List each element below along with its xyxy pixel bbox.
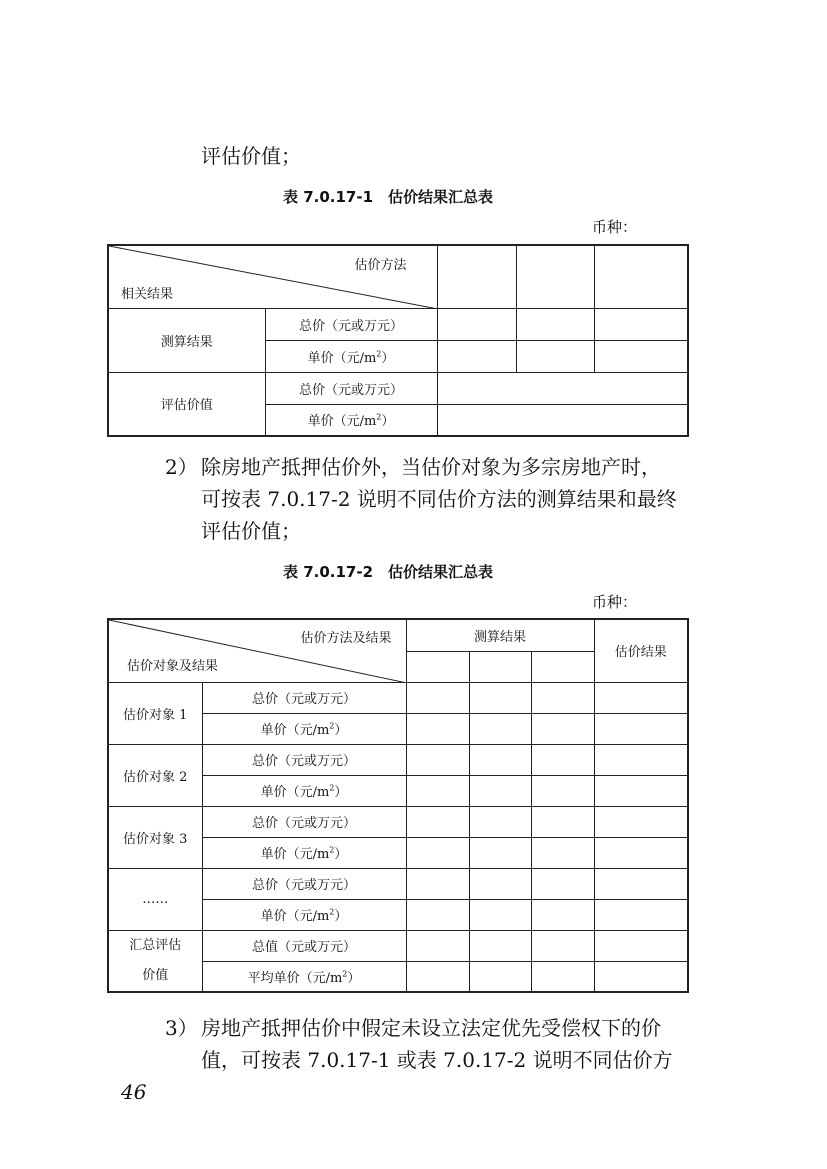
table-corner-header (108, 619, 406, 682)
value-cell (516, 308, 594, 340)
value-cell (594, 837, 688, 868)
value-cell (531, 682, 594, 713)
method-cell (469, 651, 531, 682)
paragraph-line: 房地产抵押估价中假定未设立法定优先受偿权下的价 (201, 1016, 661, 1040)
corner-top-label: 估价方法及结果 (300, 631, 392, 646)
value-cell (594, 682, 688, 713)
value-cell (594, 930, 688, 961)
list-number: 2） (165, 455, 198, 479)
value-cell (437, 308, 516, 340)
method-cell (406, 651, 469, 682)
table-caption: 表 7.0.17-2 估价结果汇总表 (283, 563, 494, 581)
value-cell (531, 775, 594, 806)
row-label: 单价（元$/m^2$） (202, 713, 406, 744)
row-label: 总价（元或万元） (202, 744, 406, 775)
row-label: 总价（元或万元） (202, 682, 406, 713)
value-cell (594, 806, 688, 837)
currency-label: 币种： (592, 218, 638, 236)
group-label: 测算结果 (108, 308, 265, 372)
value-cell (531, 713, 594, 744)
group-label: 估价对象 2 (108, 744, 202, 806)
group-label: 评估价值 (108, 372, 265, 436)
value-cell (469, 713, 531, 744)
value-cell (437, 404, 688, 436)
value-cell (594, 868, 688, 899)
value-cell (406, 899, 469, 930)
row-label: 单价（元$/m^2$） (202, 837, 406, 868)
table-caption: 表 7.0.17-1 估价结果汇总表 (283, 188, 494, 206)
value-cell (594, 340, 688, 372)
list-number: 3） (165, 1016, 198, 1040)
value-cell (469, 868, 531, 899)
method-cell (516, 245, 594, 308)
corner-bottom-label: 相关结果 (121, 286, 174, 302)
paragraph-line: 可按表 7.0.17-2 说明不同估价方法的测算结果和最终 (201, 487, 677, 511)
value-cell (531, 868, 594, 899)
page-number: 46 (121, 1080, 147, 1104)
value-cell (469, 744, 531, 775)
method-cell (437, 245, 516, 308)
corner-top-label: 估价方法 (354, 258, 407, 273)
value-cell (406, 713, 469, 744)
value-cell (531, 744, 594, 775)
value-cell (406, 806, 469, 837)
value-cell (437, 372, 688, 404)
value-cell (531, 930, 594, 961)
corner-bottom-label: 估价对象及结果 (127, 658, 219, 674)
row-label: 总值（元或万元） (202, 930, 406, 961)
row-label: 单价（元$/m^2$） (265, 340, 437, 372)
paragraph-line: 值，可按表 7.0.17-1 或表 7.0.17-2 说明不同估价方 (201, 1048, 673, 1072)
column-header: 估价结果 (594, 619, 688, 682)
value-cell (531, 806, 594, 837)
method-cell (531, 651, 594, 682)
valuation-summary-table-2 (107, 618, 689, 993)
value-cell (406, 682, 469, 713)
row-label: 单价（元$/m^2$） (202, 899, 406, 930)
valuation-summary-table-1 (107, 244, 689, 437)
row-label: 总价（元或万元） (265, 308, 437, 340)
value-cell (594, 961, 688, 992)
row-label: 单价（元$/m^2$） (202, 775, 406, 806)
value-cell (406, 930, 469, 961)
row-label: 总价（元或万元） (265, 372, 437, 404)
value-cell (406, 837, 469, 868)
value-cell (406, 868, 469, 899)
value-cell (469, 775, 531, 806)
row-label: 总价（元或万元） (202, 868, 406, 899)
value-cell (469, 899, 531, 930)
value-cell (594, 744, 688, 775)
value-cell (516, 340, 594, 372)
value-cell (594, 899, 688, 930)
table-corner-header (108, 245, 437, 308)
value-cell (437, 340, 516, 372)
paragraph-line: 除房地产抵押估价外，当估价对象为多宗房地产时， (201, 455, 661, 479)
value-cell (594, 713, 688, 744)
value-cell (531, 899, 594, 930)
group-label: …… (108, 868, 202, 930)
row-label: 单价（元$/m^2$） (265, 404, 437, 436)
value-cell (469, 682, 531, 713)
value-cell (406, 961, 469, 992)
group-label: 汇总评估价值 (108, 930, 202, 992)
group-label: 估价对象 1 (108, 682, 202, 744)
paragraph-line: 评估价值； (201, 519, 301, 543)
column-header: 测算结果 (406, 619, 594, 651)
value-cell (406, 744, 469, 775)
value-cell (406, 775, 469, 806)
value-cell (469, 930, 531, 961)
value-cell (531, 837, 594, 868)
row-label: 平均单价（元$/m^2$） (202, 961, 406, 992)
method-cell (594, 245, 688, 308)
row-label: 总价（元或万元） (202, 806, 406, 837)
currency-label: 币种： (592, 593, 638, 611)
value-cell (594, 308, 688, 340)
value-cell (469, 961, 531, 992)
value-cell (594, 775, 688, 806)
value-cell (469, 806, 531, 837)
group-label: 估价对象 3 (108, 806, 202, 868)
value-cell (469, 837, 531, 868)
value-cell (531, 961, 594, 992)
paragraph-text: 评估价值； (201, 144, 301, 168)
